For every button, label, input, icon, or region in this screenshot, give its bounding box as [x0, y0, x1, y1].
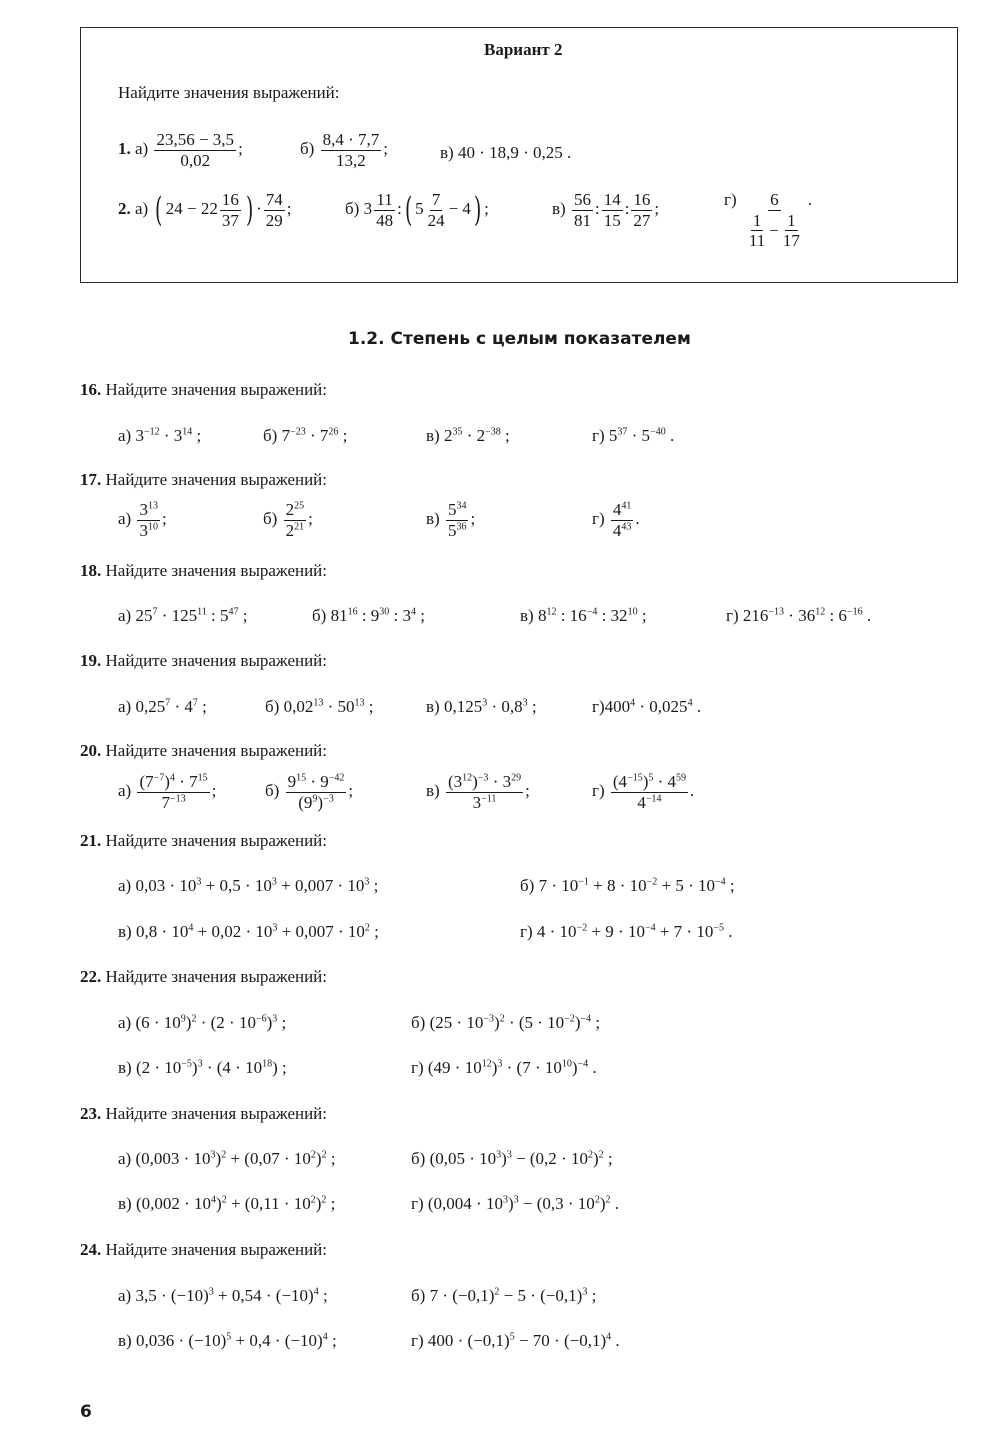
problem-19b: б) $0,02^{13} \cdot 50^{13}$ ;: [265, 697, 374, 716]
problem-22b: б) $(25 \cdot 10^{-3})^2 \cdot (5 \cdot 10^{-2})^{-4}$ ;: [411, 1013, 601, 1032]
variant-problem-2g: г) 6 $\frac{1}{11}$ − $\frac{1}{17}$ .: [724, 190, 813, 251]
problem-24v: в) $0,036 \cdot (-10)^5 + 0,4 \cdot (-10)^4$ ;: [118, 1331, 337, 1350]
problem-17v: в) $\frac{5^{34}}{5^{36}}$ ;: [426, 500, 476, 540]
problem-20g: г) $\frac{(4^{-15})^5 \cdot 4^{59}}{4^{-14}}$ .: [592, 772, 695, 812]
problem-21v: в) $0,8 \cdot 10^4 + 0,02 \cdot 10^3 + 0,007 \cdot 10^2$ ;: [118, 922, 379, 941]
problem-16-heading: 16. Найдите значения выражений:: [80, 380, 328, 399]
variant-problem-2a: 2. а) ( 24 − 22 $\frac{16}{37}$ ) · $\frac{74}{29}$ ;: [118, 190, 292, 231]
problem-21g: г) $4 \cdot 10^{-2} + 9 \cdot 10^{-4} + 7 \cdot 10^{-5}$ .: [520, 922, 733, 941]
problem-23b: б) $(0,05 \cdot 10^3)^3 - (0,2 \cdot 10^2)^2$ ;: [411, 1149, 613, 1168]
problem-22g: г) $(49 \cdot 10^{12})^3 \cdot (7 \cdot 10^{10})^{-4}$ .: [411, 1058, 597, 1077]
problem-21b: б) $7 \cdot 10^{-1} + 8 \cdot 10^{-2} + 5 \cdot 10^{-4}$ ;: [520, 876, 735, 895]
problem-23g: г) $(0,004 \cdot 10^3)^3 - (0,3 \cdot 10^2)^2$ .: [411, 1194, 619, 1213]
variant-problem-2b: б) 3 $\frac{11}{48}$ :( 5 $\frac{7}{24}$ − 4) ;: [345, 190, 489, 231]
variant-problem-1v: в) 40 · 18,9 · 0,25 .: [440, 143, 572, 162]
problem-17-heading: 17. Найдите значения выражений:: [80, 470, 328, 489]
fraction: $\frac{23,56 - 3,5}{0,02}$: [156, 130, 235, 170]
variant-instruction: Найдите значения выражений:: [118, 83, 340, 102]
problem-18b: б) $81^{16}$ : $9^{30}$ : $3^4$ ;: [312, 606, 426, 625]
problem-19g: $г)400^4 \cdot 0,025^4$ .: [592, 697, 702, 716]
variant-problem-1b: б) $\frac{8,4 \cdot 7,7}{13,2}$ ;: [300, 130, 388, 170]
problem-16b: б) $7^{-23} \cdot 7^{26}$ ;: [263, 426, 348, 445]
problem-16g: г) $5^{37} \cdot 5^{-40}$ .: [592, 426, 675, 445]
problem-17g: г) $\frac{4^{41}}{4^{43}}$ .: [592, 500, 640, 540]
problem-21-heading: 21. Найдите значения выражений:: [80, 831, 328, 850]
variant-problem-1: 1. а) $\frac{23,56 - 3,5}{0,02}$ ;: [118, 130, 243, 170]
problem-23a: а) $(0,003 \cdot 10^3)^2 + (0,07 \cdot 10^2)^2$ ;: [118, 1149, 336, 1168]
problem-19v: в) $0,125^3 \cdot 0,8^3$ ;: [426, 697, 537, 716]
problem-22-heading: 22. Найдите значения выражений:: [80, 967, 328, 986]
problem-24g: г) $400 \cdot (-0,1)^5 - 70 \cdot (-0,1)^4$ .: [411, 1331, 620, 1350]
problem-16a: а) $3^{-12} \cdot 3^{14}$ ;: [118, 426, 202, 445]
problem-22v: в) $(2 \cdot 10^{-5})^3 \cdot (4 \cdot 10^{18})$ ;: [118, 1058, 287, 1077]
problem-20-heading: 20. Найдите значения выражений:: [80, 741, 328, 760]
problem-24a: а) $3,5 \cdot (-10)^3 + 0,54 \cdot (-10)^4$ ;: [118, 1286, 328, 1305]
problem-18a: а) $25^7 \cdot 125^{11}$ : $5^{47}$ ;: [118, 606, 248, 625]
problem-21a: а) $0,03 \cdot 10^3 + 0,5 \cdot 10^3 + 0,007 \cdot 10^3$ ;: [118, 876, 379, 895]
problem-22a: а) $(6 \cdot 10^9)^2 \cdot (2 \cdot 10^{-6})^3$ ;: [118, 1013, 287, 1032]
page-number: 6: [80, 1402, 92, 1422]
problem-20a: а) $\frac{(7^{-7})^4 \cdot 7^{15}}{7^{-13}}$ ;: [118, 772, 217, 812]
variant-problem-2v: в) $\frac{56}{81}$ : $\frac{14}{15}$ : $\frac{16}{27}$ ;: [552, 190, 660, 230]
problem-18g: г) $216^{-13} \cdot 36^{12}$ : $6^{-16}$ .: [726, 606, 872, 625]
fraction: $\frac{8,4 \cdot 7,7}{13,2}$: [322, 130, 380, 170]
variant-title: Вариант 2: [484, 40, 563, 59]
problem-18-heading: 18. Найдите значения выражений:: [80, 561, 328, 580]
problem-17a: а) $\frac{3^{13}}{3^{10}}$ ;: [118, 500, 167, 540]
problem-24-heading: 24. Найдите значения выражений:: [80, 1240, 328, 1259]
problem-19a: а) $0,25^7 \cdot 4^7$ ;: [118, 697, 207, 716]
problem-19-heading: 19. Найдите значения выражений:: [80, 651, 328, 670]
problem-16v: в) $2^{35} \cdot 2^{-38}$ ;: [426, 426, 510, 445]
problem-18v: в) $8^{12}$ : $16^{-4}$ : $32^{10}$ ;: [520, 606, 647, 625]
problem-23v: в) $(0,002 \cdot 10^4)^2 + (0,11 \cdot 10^2)^2$ ;: [118, 1194, 336, 1213]
section-title: 1.2. Степень с целым показателем: [348, 329, 691, 349]
problem-20v: в) $\frac{(3^{12})^{-3} \cdot 3^{29}}{3^{-11}}$ ;: [426, 772, 530, 812]
problem-23-heading: 23. Найдите значения выражений:: [80, 1104, 328, 1123]
problem-20b: б) $\frac{9^{15} \cdot 9^{-42}}{(9^9)^{-3}}$ ;: [265, 772, 354, 812]
problem-24b: б) $7 \cdot (-0,1)^2 - 5 \cdot (-0,1)^3$ ;: [411, 1286, 597, 1305]
problem-17b: б) $\frac{2^{25}}{2^{21}}$ ;: [263, 500, 313, 540]
